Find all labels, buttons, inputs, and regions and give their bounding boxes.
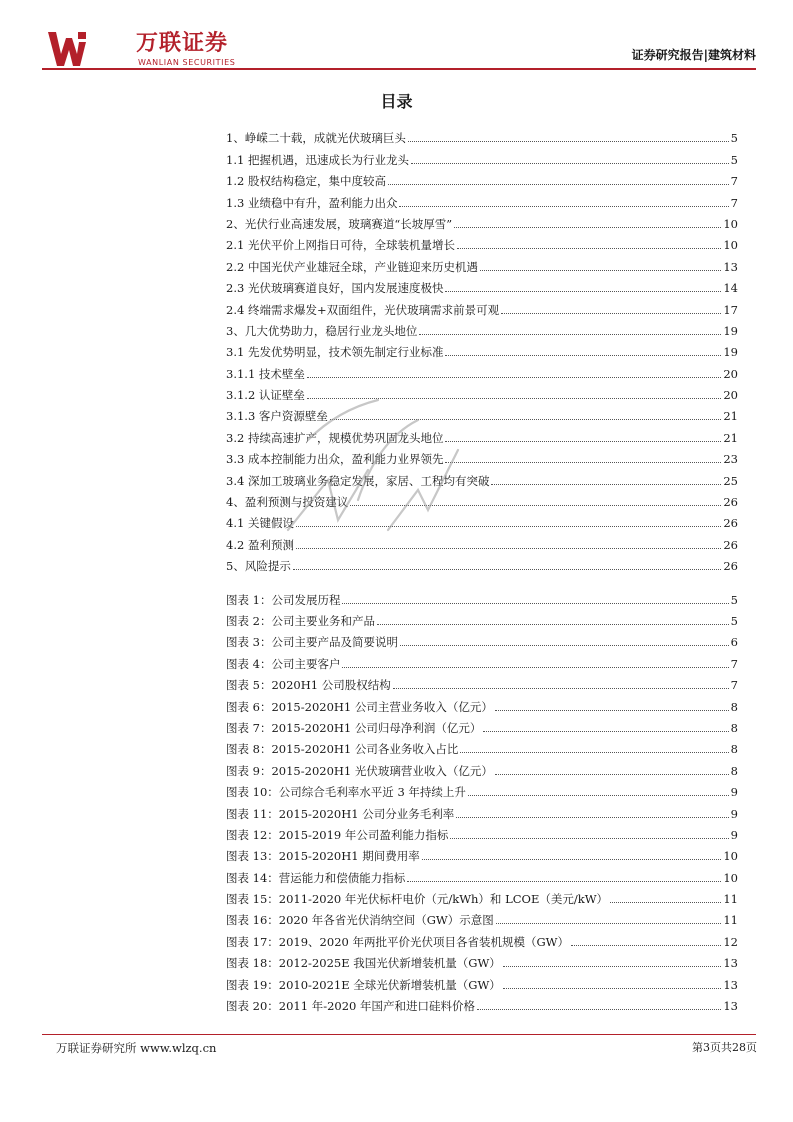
figure-entry-page: 7 xyxy=(730,678,738,693)
toc-entry-title: 3.4 深加工玻璃业务稳定发展，家居、工程均有突破 xyxy=(226,473,490,488)
toc-entry[interactable] xyxy=(226,124,738,145)
dot-leader xyxy=(422,859,722,860)
toc-entry-title: 2.4 终端需求爆发+双面组件，光伏玻璃需求前景可观 xyxy=(226,302,500,317)
page-title: 目录 xyxy=(380,92,413,111)
toc-entry-page: 10 xyxy=(723,216,738,231)
toc-entry[interactable] xyxy=(226,552,738,573)
toc-entry-page: 26 xyxy=(723,516,738,531)
figure-entry[interactable] xyxy=(226,778,738,799)
footer-page-number: 第3页共28页 xyxy=(692,1041,757,1054)
toc-entry-title: 3.3 成本控制能力出众，盈利能力业界领先 xyxy=(226,452,444,467)
dot-leader xyxy=(445,441,721,442)
toc-entry-page: 19 xyxy=(723,323,738,338)
figure-entry-page: 13 xyxy=(723,999,738,1014)
dot-leader xyxy=(457,248,721,249)
figure-entry-title: 图表 10：公司综合毛利率水平近 3 年持续上升 xyxy=(226,785,466,800)
dot-leader xyxy=(450,838,728,839)
figure-entry-page: 8 xyxy=(730,720,738,735)
dot-leader xyxy=(388,184,729,185)
figure-entry[interactable] xyxy=(226,714,738,735)
figure-entry[interactable] xyxy=(226,927,738,948)
figure-entry-page: 9 xyxy=(730,806,738,821)
figure-entry[interactable] xyxy=(226,671,738,692)
toc-entry-page: 14 xyxy=(723,281,738,296)
toc-entry-title: 1、峥嵘二十载，成就光伏玻璃巨头 xyxy=(226,131,406,146)
dot-leader xyxy=(408,141,729,142)
dot-leader xyxy=(399,206,728,207)
figure-entry-title: 图表 3：公司主要产品及简要说明 xyxy=(226,635,398,650)
toc-entry-page: 21 xyxy=(723,409,738,424)
report-category: 证券研究报告|建筑材料 xyxy=(631,48,756,62)
toc-entry-title: 3、几大优势助力，稳居行业龙头地位 xyxy=(226,323,418,338)
toc-figure-list xyxy=(226,585,738,1013)
dot-leader xyxy=(496,923,722,924)
toc-entry-title: 5、风险提示 xyxy=(226,559,291,574)
figure-entry-page: 7 xyxy=(730,656,738,671)
figure-entry[interactable] xyxy=(226,735,738,756)
figure-entry-page: 11 xyxy=(723,913,738,928)
toc-entry[interactable] xyxy=(226,488,738,509)
toc-entry-title: 3.1 先发优势明显，技术领先制定行业标准 xyxy=(226,345,444,360)
figure-entry-title: 图表 5：2020H1 公司股权结构 xyxy=(226,678,391,693)
figure-entry[interactable] xyxy=(226,628,738,649)
dot-leader xyxy=(483,731,728,732)
figure-entry-page: 12 xyxy=(723,934,738,949)
dot-leader xyxy=(445,355,721,356)
table-of-contents xyxy=(226,124,738,1013)
figure-entry-title: 图表 8：2015-2020H1 公司各业务收入占比 xyxy=(226,742,459,757)
dot-leader xyxy=(480,270,721,271)
toc-entry[interactable] xyxy=(226,231,738,252)
figure-entry-title: 图表 2：公司主要业务和产品 xyxy=(226,613,375,628)
dot-leader xyxy=(342,667,728,668)
figure-entry-page: 8 xyxy=(730,763,738,778)
dot-leader xyxy=(307,398,721,399)
toc-entry-title: 2.2 中国光伏产业雄冠全球，产业链迎来历史机遇 xyxy=(226,259,478,274)
toc-entry-title: 1.2 股权结构稳定，集中度较高 xyxy=(226,174,386,189)
toc-entry[interactable] xyxy=(226,445,738,466)
toc-entry[interactable] xyxy=(226,210,738,231)
toc-entry-page: 20 xyxy=(723,388,738,403)
dot-leader xyxy=(456,817,728,818)
dot-leader xyxy=(342,603,728,604)
toc-entry[interactable] xyxy=(226,295,738,316)
toc-entry-title: 1.1 把握机遇，迅速成长为行业龙头 xyxy=(226,152,409,167)
figure-entry[interactable] xyxy=(226,906,738,927)
logo-english-name: WANLIAN SECURITIES xyxy=(138,58,236,67)
dot-leader xyxy=(468,795,729,796)
toc-entry[interactable] xyxy=(226,359,738,380)
figure-entry-title: 图表 7：2015-2020H1 公司归母净利润（亿元） xyxy=(226,720,482,735)
dot-leader xyxy=(495,774,729,775)
figure-entry-title: 图表 16：2020 年各省光伏消纳空间（GW）示意图 xyxy=(226,913,494,928)
figure-entry[interactable] xyxy=(226,842,738,863)
toc-spacer xyxy=(226,573,738,585)
dot-leader xyxy=(503,988,722,989)
figure-entry-title: 图表 17：2019、2020 年两批平价光伏项目各省装机规模（GW） xyxy=(226,934,569,949)
figure-entry-title: 图表 11：2015-2020H1 公司分业务毛利率 xyxy=(226,806,455,821)
toc-entry[interactable] xyxy=(226,188,738,209)
figure-entry[interactable] xyxy=(226,585,738,606)
dot-leader xyxy=(503,966,722,967)
toc-entry-page: 7 xyxy=(730,195,738,210)
dot-leader xyxy=(501,313,721,314)
dot-leader xyxy=(393,688,729,689)
toc-entry[interactable] xyxy=(226,338,738,359)
toc-entry[interactable] xyxy=(226,466,738,487)
figure-entry[interactable] xyxy=(226,885,738,906)
dot-leader xyxy=(445,291,721,292)
dot-leader xyxy=(491,484,721,485)
figure-entry-title: 图表 6：2015-2020H1 公司主营业务收入（亿元） xyxy=(226,699,493,714)
toc-entry-title: 2、光伏行业高速发展，玻璃赛道“长坡厚雪” xyxy=(226,216,453,231)
wanlian-logo-icon xyxy=(48,32,86,66)
figure-entry-title: 图表 20：2011 年-2020 年国产和进口硅料价格 xyxy=(226,999,476,1014)
dot-leader xyxy=(460,752,728,753)
dot-leader xyxy=(419,334,721,335)
toc-entry-title: 2.1 光伏平价上网指日可待，全球装机量增长 xyxy=(226,238,455,253)
dot-leader xyxy=(330,419,721,420)
toc-entry-title: 3.1.1 技术壁垒 xyxy=(226,366,305,381)
footer-institute: 万联证券研究所 www.wlzq.cn xyxy=(56,1041,217,1055)
toc-entry-page: 5 xyxy=(730,131,738,146)
toc-entry[interactable] xyxy=(226,252,738,273)
toc-entry-page: 17 xyxy=(723,302,738,317)
figure-entry-title: 图表 9：2015-2020H1 光伏玻璃营业收入（亿元） xyxy=(226,763,493,778)
figure-entry-title: 图表 15：2011-2020 年光伏标杆电价（元/kWh）和 LCOE（美元/kW） xyxy=(226,892,609,907)
toc-entry-page: 20 xyxy=(723,366,738,381)
figure-entry[interactable] xyxy=(226,949,738,970)
toc-entry[interactable] xyxy=(226,530,738,551)
figure-entry[interactable] xyxy=(226,863,738,884)
figure-entry-page: 9 xyxy=(730,785,738,800)
toc-entry-title: 3.2 持续高速扩产，规模优势巩固龙头地位 xyxy=(226,430,444,445)
toc-entry-page: 25 xyxy=(723,473,738,488)
dot-leader xyxy=(400,645,729,646)
toc-entry-page: 13 xyxy=(723,259,738,274)
figure-entry-page: 13 xyxy=(723,956,738,971)
dot-leader xyxy=(445,462,721,463)
dot-leader xyxy=(307,377,721,378)
toc-entry-page: 26 xyxy=(723,495,738,510)
figure-entry-title: 图表 1：公司发展历程 xyxy=(226,592,341,607)
figure-entry[interactable] xyxy=(226,799,738,820)
toc-entry-title: 3.1.3 客户资源壁垒 xyxy=(226,409,328,424)
dot-leader xyxy=(296,548,721,549)
figure-entry[interactable] xyxy=(226,970,738,991)
figure-entry[interactable] xyxy=(226,607,738,628)
dot-leader xyxy=(477,1009,721,1010)
figure-entry-title: 图表 13：2015-2020H1 期间费用率 xyxy=(226,849,420,864)
toc-entry[interactable] xyxy=(226,274,738,295)
dot-leader xyxy=(495,710,729,711)
dot-leader xyxy=(407,881,721,882)
toc-entry-page: 21 xyxy=(723,430,738,445)
figure-entry-title: 图表 12：2015-2019 年公司盈利能力指标 xyxy=(226,827,449,842)
dot-leader xyxy=(610,902,721,903)
figure-entry-title: 图表 14：营运能力和偿债能力指标 xyxy=(226,870,406,885)
dot-leader xyxy=(350,505,721,506)
figure-entry-title: 图表 18：2012-2025E 我国光伏新增装机量（GW） xyxy=(226,956,501,971)
figure-entry-page: 11 xyxy=(723,892,738,907)
figure-entry[interactable] xyxy=(226,756,738,777)
figure-entry-page: 8 xyxy=(730,699,738,714)
toc-entry[interactable] xyxy=(226,381,738,402)
toc-entry[interactable] xyxy=(226,402,738,423)
logo-chinese-name: 万联证券 xyxy=(136,31,229,56)
toc-entry-title: 4.1 关键假设 xyxy=(226,516,294,531)
footer-divider xyxy=(42,1034,756,1035)
toc-entry-page: 10 xyxy=(723,238,738,253)
toc-entry-title: 1.3 业绩稳中有升，盈利能力出众 xyxy=(226,195,398,210)
figure-entry[interactable] xyxy=(226,649,738,670)
toc-entry-title: 2.3 光伏玻璃赛道良好，国内发展速度极快 xyxy=(226,281,444,296)
toc-entry[interactable] xyxy=(226,423,738,444)
dot-leader xyxy=(454,227,721,228)
page-header xyxy=(42,30,756,68)
toc-entry-page: 26 xyxy=(723,537,738,552)
figure-entry-page: 8 xyxy=(730,742,738,757)
toc-entry[interactable] xyxy=(226,509,738,530)
figure-entry-page: 10 xyxy=(723,870,738,885)
figure-entry-page: 6 xyxy=(730,635,738,650)
toc-entry-page: 5 xyxy=(730,152,738,167)
dot-leader xyxy=(293,569,722,570)
dot-leader xyxy=(571,945,721,946)
toc-entry[interactable] xyxy=(226,167,738,188)
toc-entry[interactable] xyxy=(226,145,738,166)
toc-entry-page: 19 xyxy=(723,345,738,360)
figure-entry[interactable] xyxy=(226,992,738,1013)
figure-entry-title: 图表 19：2010-2021E 全球光伏新增装机量（GW） xyxy=(226,977,501,992)
figure-entry-page: 13 xyxy=(723,977,738,992)
toc-entry-title: 3.1.2 认证壁垒 xyxy=(226,388,305,403)
dot-leader xyxy=(296,526,721,527)
figure-entry-page: 5 xyxy=(730,613,738,628)
dot-leader xyxy=(377,624,729,625)
toc-entry[interactable] xyxy=(226,317,738,338)
figure-entry-title: 图表 4：公司主要客户 xyxy=(226,656,341,671)
toc-entry-title: 4.2 盈利预测 xyxy=(226,537,294,552)
toc-entry-page: 7 xyxy=(730,174,738,189)
figure-entry[interactable] xyxy=(226,821,738,842)
figure-entry-page: 9 xyxy=(730,827,738,842)
figure-entry[interactable] xyxy=(226,692,738,713)
figure-entry-page: 10 xyxy=(723,849,738,864)
toc-section-list xyxy=(226,124,738,573)
toc-entry-page: 26 xyxy=(723,559,738,574)
toc-entry-page: 23 xyxy=(723,452,738,467)
figure-entry-page: 5 xyxy=(730,592,738,607)
header-divider xyxy=(42,68,756,70)
toc-entry-title: 4、盈利预测与投资建议 xyxy=(226,495,349,510)
dot-leader xyxy=(411,163,729,164)
